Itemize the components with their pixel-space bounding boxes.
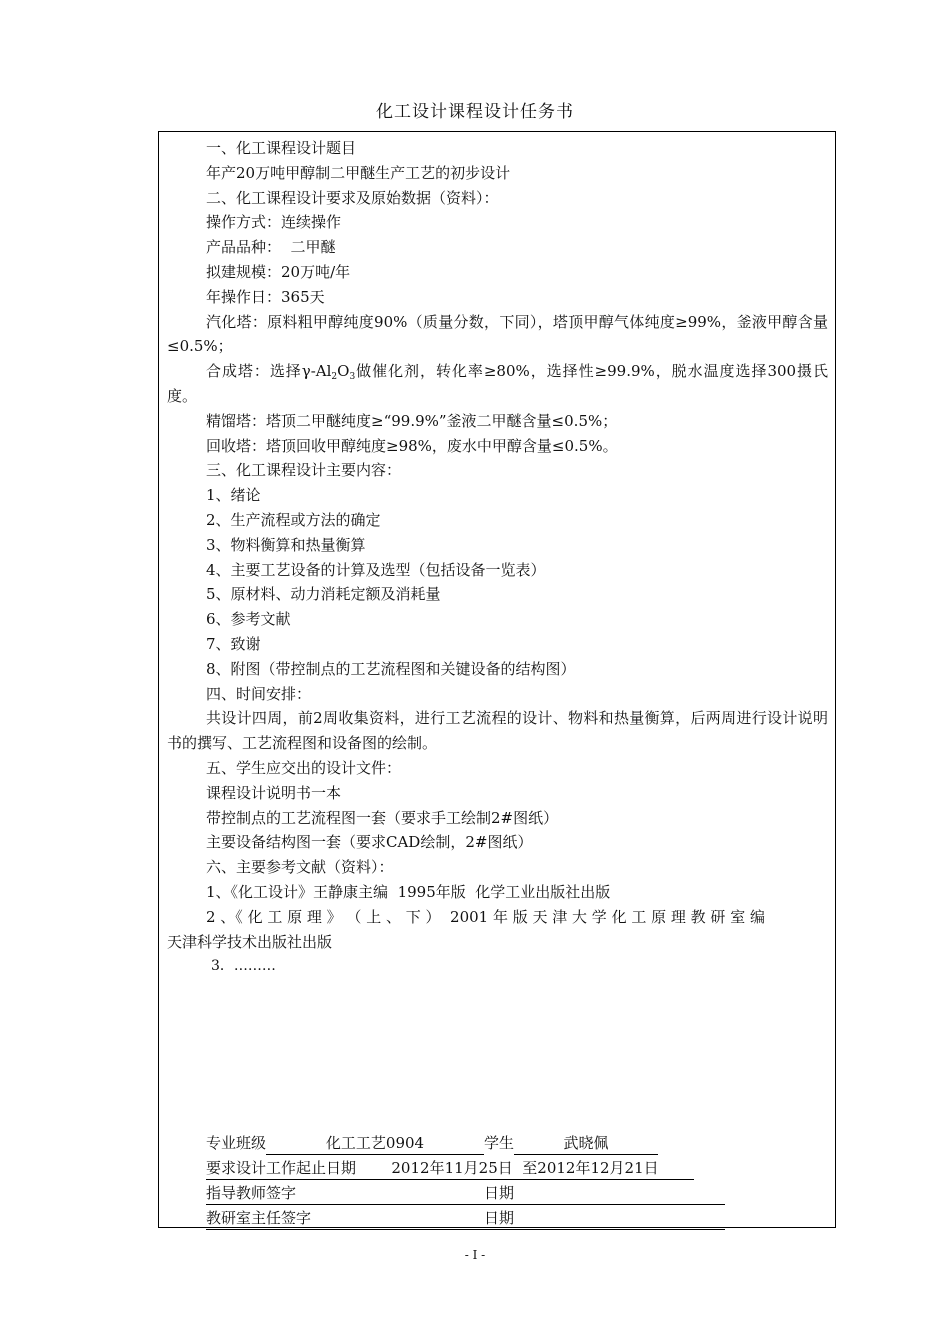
schedule-text: 共设计四周，前2周收集资料，进行工艺流程的设计、物料和热量衡算，后两周进行设计说明书的撰写、工艺流程图和设备图的绘制。 xyxy=(167,709,828,753)
director-date-label: 日期 xyxy=(484,1209,515,1227)
reference-2-line-2: 天津科学技术出版社出版 xyxy=(167,932,333,951)
reference-3: 3．……… xyxy=(211,958,276,975)
class-student-row xyxy=(206,1131,725,1156)
task-content xyxy=(167,136,828,979)
deliverable-item: 课程设计说明书一本 xyxy=(206,783,342,802)
dates-value: 2012年11月25日 至2012年12月21日 xyxy=(356,1158,694,1180)
document-title: 化工设计课程设计任务书 xyxy=(376,102,574,122)
rectifier-spec: 精馏塔：塔顶二甲醚纯度≥“99.9%”釜液二甲醚含量≤0.5%； xyxy=(206,411,618,430)
content-item: 5、原材料、动力消耗定额及消耗量 xyxy=(206,585,441,604)
content-item: 7、致谢 xyxy=(206,634,261,653)
recovery-spec: 回收塔：塔顶回收甲醇纯度≥98%，废水中甲醇含量≤0.5%。 xyxy=(206,436,618,455)
synthesis-text-c: 做催化剂，转化率≥80%，选择性≥99.9%，脱水温度选择300摄氏度。 xyxy=(167,362,828,405)
subscript-2: 2 xyxy=(331,372,338,383)
advisor-line xyxy=(206,1183,725,1205)
advisor-date-label: 日期 xyxy=(484,1184,515,1202)
operation-mode: 操作方式：连续操作 xyxy=(206,213,342,232)
synthesis-spec xyxy=(167,359,828,409)
page-number: - I - xyxy=(464,1248,486,1262)
advisor-label: 指导教师签字 xyxy=(206,1184,297,1202)
synthesis-text-b: O xyxy=(337,362,350,381)
section-4-heading: 四、时间安排： xyxy=(206,684,312,703)
content-item: 2、生产流程或方法的确定 xyxy=(206,510,381,529)
student-value: 武晓佩 xyxy=(514,1133,658,1155)
reference-2-line-1: 2 、《 化 工 原 理 》 （ 上 、 下 ） 2001 年 版 天 津 大 学 化 工 原 理 教 研 室 编 xyxy=(206,907,765,926)
content-item: 8、附图（带控制点的工艺流程图和关键设备的结构图） xyxy=(206,659,576,678)
reference-1: 1、《化工设计》王静康主编 1995年版 化学工业出版社出版 xyxy=(206,882,611,901)
dates-label: 要求设计工作起止日期 xyxy=(206,1158,356,1180)
class-label: 专业班级 xyxy=(206,1134,267,1152)
vaporizer-spec: 汽化塔：原料粗甲醇纯度90%（质量分数，下同），塔顶甲醇气体纯度≥99%，釜液甲醇含量≤0.5%； xyxy=(167,312,828,356)
content-item: 4、主要工艺设备的计算及选型（包括设备一览表） xyxy=(206,560,546,579)
director-line xyxy=(206,1208,725,1230)
section-1-heading: 一、化工课程设计题目 xyxy=(206,139,357,157)
synthesis-text-a: 合成塔：选择γ-Al xyxy=(206,362,332,381)
subscript-3: 3 xyxy=(349,372,356,383)
class-value: 化工工艺0904 xyxy=(266,1133,484,1155)
student-label: 学生 xyxy=(484,1134,515,1152)
signature-block xyxy=(206,1131,725,1231)
design-topic: 年产20万吨甲醇制二甲醚生产工艺的初步设计 xyxy=(206,163,511,182)
content-item: 3、物料衡算和热量衡算 xyxy=(206,535,366,554)
operating-days: 年操作日：365天 xyxy=(206,287,325,306)
section-5-heading: 五、学生应交出的设计文件： xyxy=(206,758,402,777)
deliverable-item: 带控制点的工艺流程图一套（要求手工绘制2#图纸） xyxy=(206,808,559,827)
content-item: 6、参考文献 xyxy=(206,610,291,629)
director-label: 教研室主任签字 xyxy=(206,1209,312,1227)
content-item: 1、绪论 xyxy=(206,486,261,505)
advisor-row xyxy=(206,1181,725,1206)
dates-row xyxy=(206,1156,725,1181)
section-3-heading: 三、化工课程设计主要内容： xyxy=(206,461,402,480)
production-scale: 拟建规模：20万吨/年 xyxy=(206,262,351,281)
section-6-heading: 六、主要参考文献（资料）： xyxy=(206,858,394,877)
section-2-heading: 二、化工课程设计要求及原始数据（资料）： xyxy=(206,188,499,207)
product-type: 产品品种： 二甲醚 xyxy=(206,238,336,257)
director-row xyxy=(206,1206,725,1231)
deliverable-item: 主要设备结构图一套（要求CAD绘制，2#图纸） xyxy=(206,833,533,852)
